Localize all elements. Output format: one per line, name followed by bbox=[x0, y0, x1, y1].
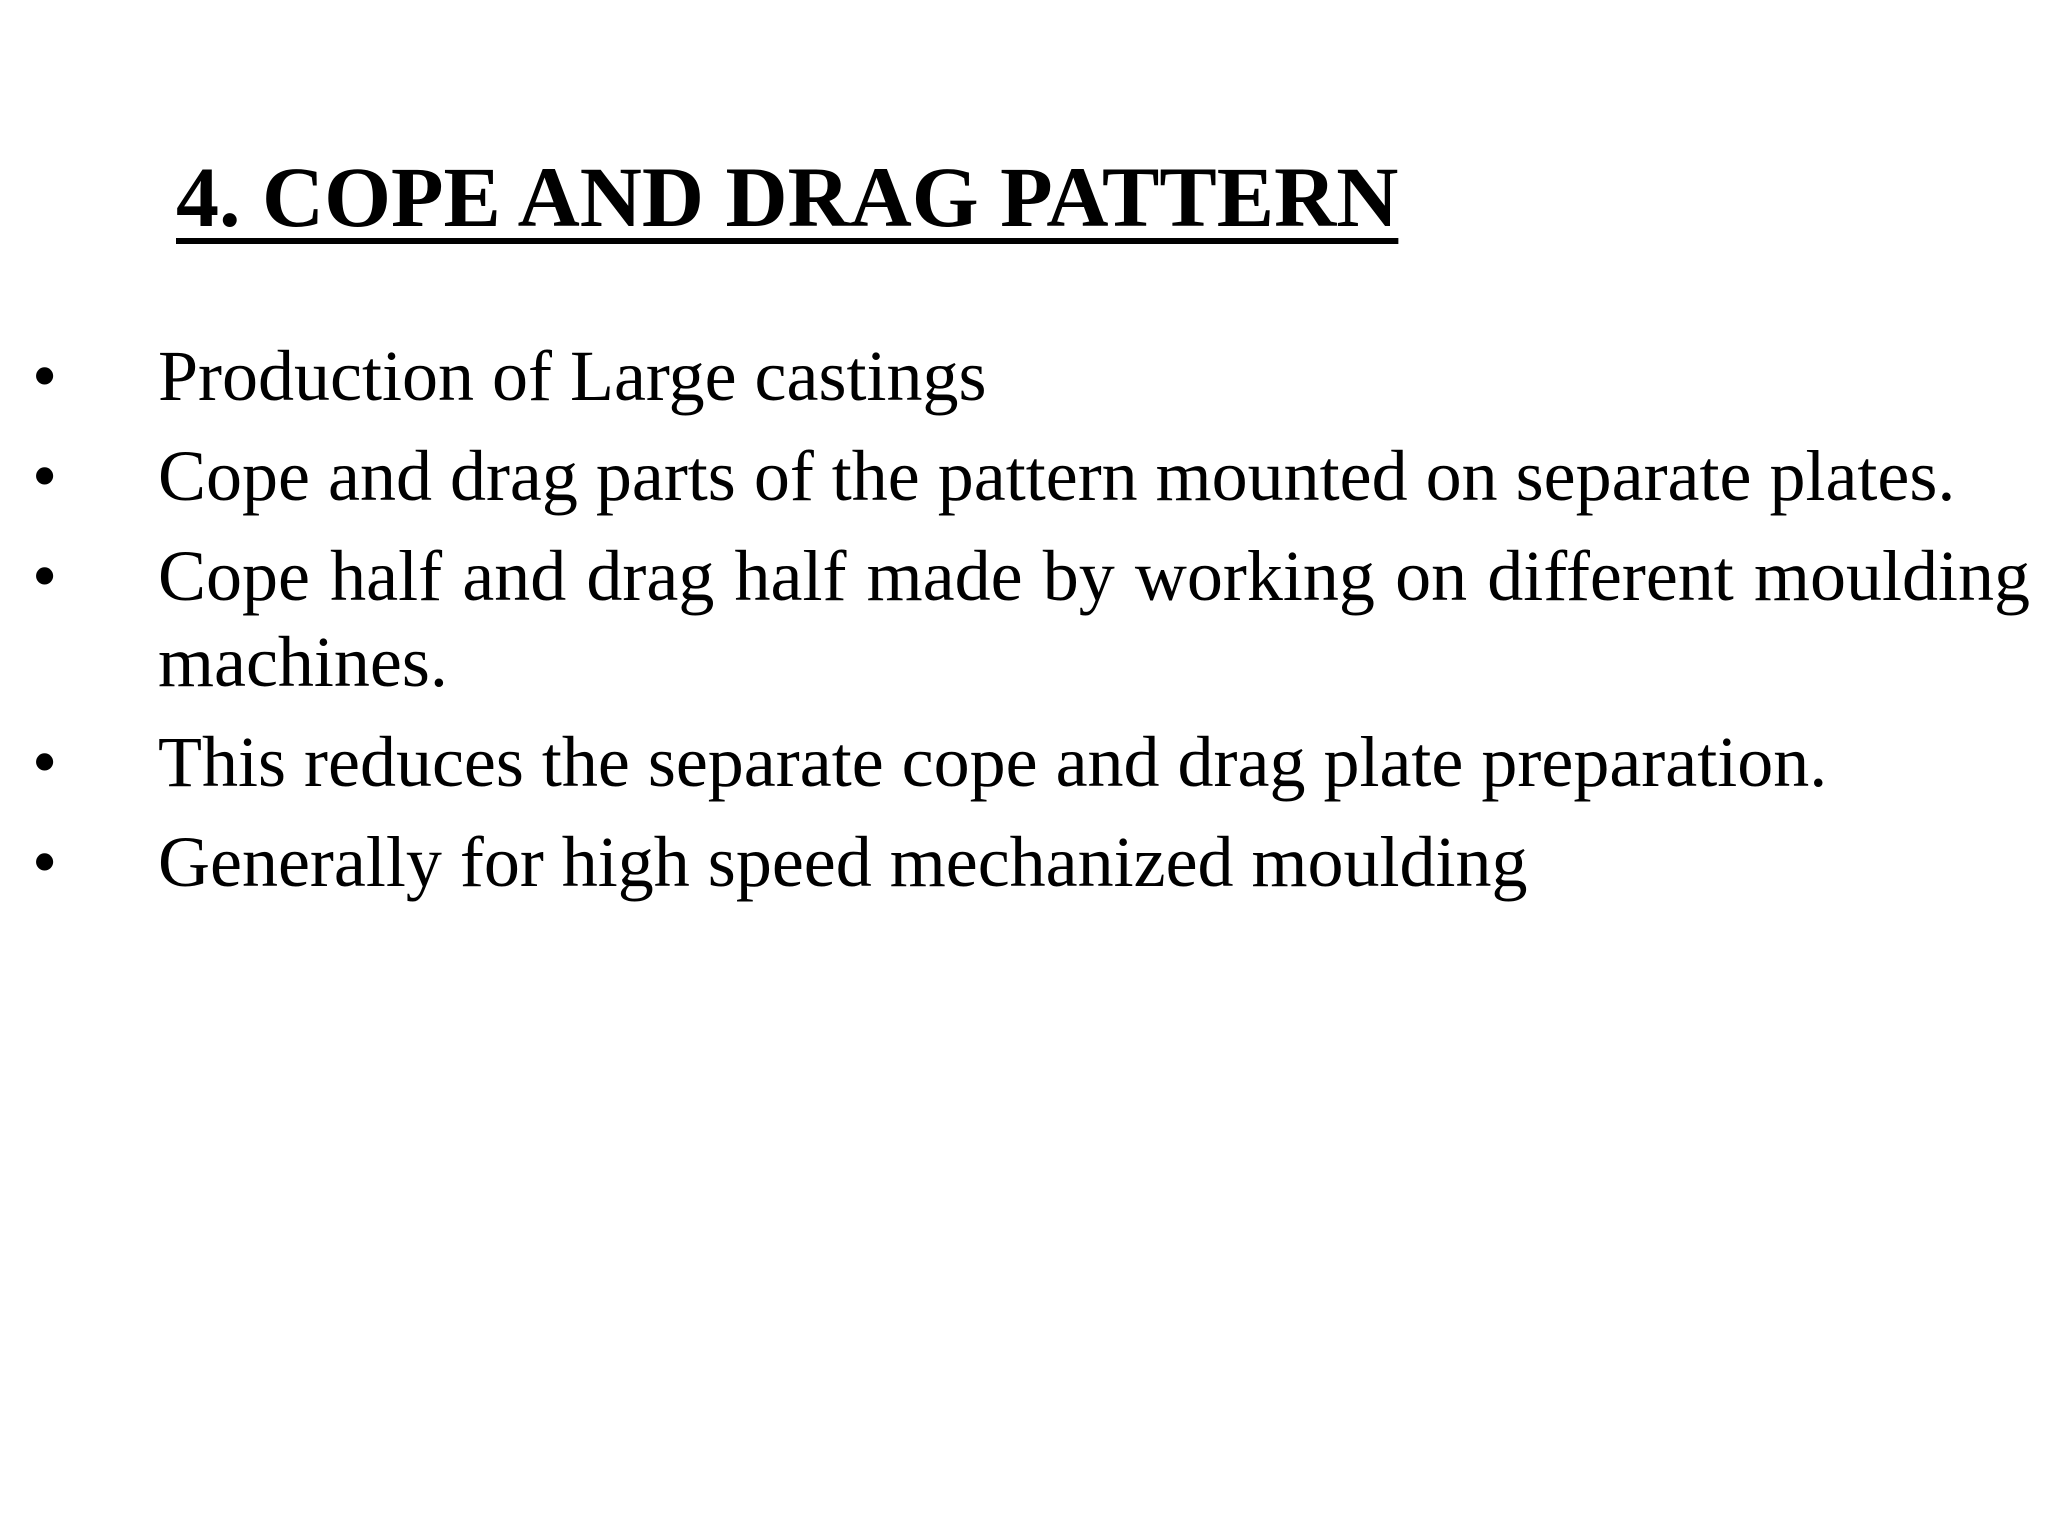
bullet-item-reduces-preparation bbox=[0, 719, 2030, 805]
bullet-text: Cope and drag parts of the pattern mounted on separate plates. bbox=[158, 436, 1956, 516]
bullet-item-separate-plates bbox=[0, 433, 2030, 519]
bullet-text: Cope half and drag half made by working on different moulding machines. bbox=[158, 536, 2030, 702]
bullet-item-different-machines bbox=[0, 533, 2030, 705]
bullet-icon: • bbox=[32, 722, 58, 802]
bullet-text: Generally for high speed mechanized moulding bbox=[158, 822, 1528, 902]
bullet-icon: • bbox=[32, 436, 58, 516]
bullet-text: Production of Large castings bbox=[158, 336, 987, 416]
bullet-item-high-speed bbox=[0, 819, 2030, 905]
bullet-item-production bbox=[0, 333, 2030, 419]
bullet-list bbox=[0, 333, 2030, 919]
bullet-icon: • bbox=[32, 536, 58, 616]
bullet-icon: • bbox=[32, 336, 58, 416]
slide-title: 4. COPE AND DRAG PATTERN bbox=[176, 149, 1399, 245]
bullet-icon: • bbox=[32, 822, 58, 902]
bullet-text: This reduces the separate cope and drag plate preparation. bbox=[158, 722, 1828, 802]
